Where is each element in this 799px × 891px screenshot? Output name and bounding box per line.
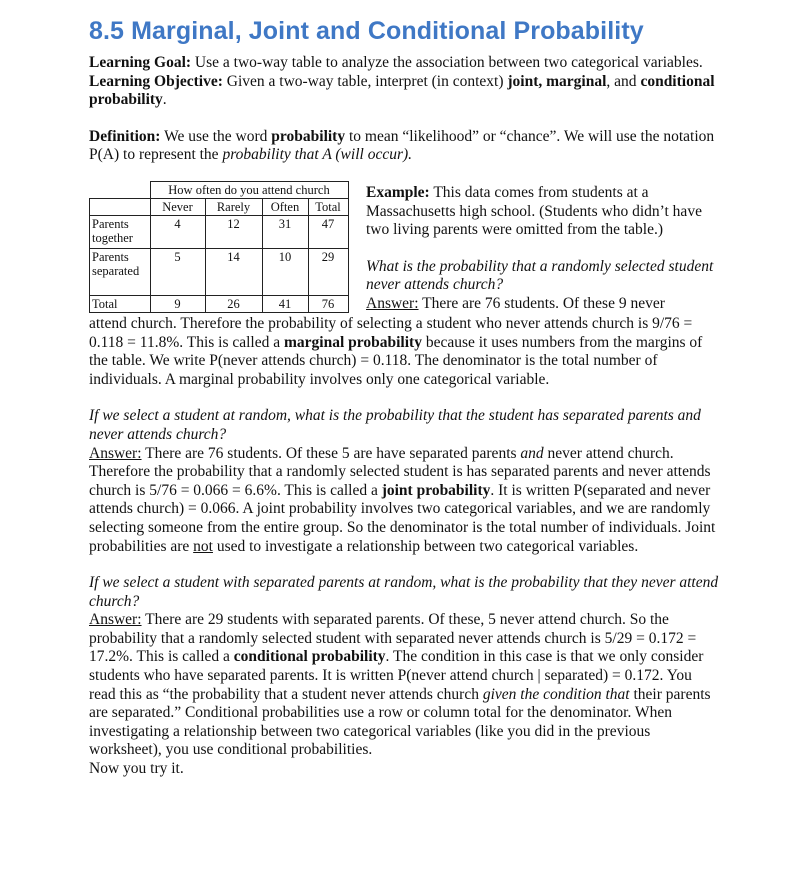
table-cell: 76: [308, 295, 348, 312]
example-text: Example: This data comes from students at a Massachusetts high school. (Students who didn’t have two living parents were omitted from the table.) What is the probability that a randomly selected student never attends church? Answer: There are 76 students. Of these 9 never: [366, 184, 722, 314]
column-header: Total: [308, 198, 348, 215]
column-header: Rarely: [205, 198, 262, 215]
table-cell: 26: [205, 295, 262, 312]
closing-line: Now you try it.: [89, 760, 184, 778]
table-cell: 12: [205, 215, 262, 248]
joint-answer: Answer: There are 76 students. Of these 5 are have separated parents and never attend church. Therefore the probability that a randomly selected student is has separated parents and never attends church is 5/76 = 0.066 = 6.6%. This is called a joint probability. It is written P(separated and never attends church) = 0.066. A joint probability involves two categorical variables, and we are randomly selecting someone from the entire group. So the denominator is the total number of individuals. Joint probabilities are not used to investigate a relationship between two categorical variables.: [89, 444, 716, 555]
table-cell: 14: [205, 248, 262, 295]
table-cell: 4: [150, 215, 205, 248]
row-label: Parents together: [90, 215, 151, 248]
marginal-explanation: attend church. Therefore the probability of selecting a student who never attends church is 9/76 = 0.118 = 11.8%. This is called a marginal probability because it uses numbers from the margins of the table. We write P(never attends church) = 0.118. The denominator is the total number of individuals. A marginal probability involves only one categorical variable.: [89, 314, 703, 388]
definition: Definition: We use the word probability to mean “likelihood” or “chance”. We will use the notation P(A) to represent the probability that A (will occur).: [89, 127, 715, 164]
table-row: [90, 295, 349, 312]
conditional-answer: Answer: There are 29 students with separated parents. Of these, 5 never attend church. So the probability that a randomly selected student with separated never attends church is 5/29 = 0.172 = 17.2%. This is called a conditional probability. The condition in this case is that we only consider students who have separated parents. It is written P(never attend church | separated) = 0.172. You read this as “the probability that a student never attends church given the condition that their parents are separated.” Conditional probabilities use a row or column total for the denominator. When investigating a relationship between two categorical variables (like you did in the previous worksheet), you use conditional probabilities.: [89, 611, 711, 759]
example-answer-start: Answer: There are 76 students. Of these 9 never: [366, 294, 665, 312]
table-cell: 9: [150, 295, 205, 312]
conditional-question: If we select a student with separated parents at random, what is the probability that they never attend church?: [89, 574, 719, 610]
worksheet-page: [89, 14, 719, 779]
example-section: [89, 181, 719, 315]
table-cell: 29: [308, 248, 348, 295]
table-cell: 41: [262, 295, 308, 312]
table-column-header-row: [90, 198, 349, 215]
learning-goal: Learning Goal: Use a two-way table to analyze the association between two categorical variables.: [89, 54, 703, 71]
table-cell: 5: [150, 248, 205, 295]
table-row: [90, 215, 349, 248]
row-label: Parents separated: [90, 248, 151, 295]
table-cell: 10: [262, 248, 308, 295]
column-header: Never: [150, 198, 205, 215]
table-header: How often do you attend church: [150, 181, 348, 198]
learning-objective: Learning Objective: Given a two-way table, interpret (in context) joint, marginal, and conditional probability.: [89, 72, 715, 109]
row-label: Total: [90, 295, 151, 312]
table-cell: 47: [308, 215, 348, 248]
two-way-table: [89, 181, 349, 313]
page-title: 8.5 Marginal, Joint and Conditional Probability: [89, 17, 644, 45]
column-header: Often: [262, 198, 308, 215]
example-question: What is the probability that a randomly selected student never attends church?: [366, 257, 714, 294]
table-cell: 31: [262, 215, 308, 248]
table-row: [90, 248, 349, 295]
joint-question: If we select a student at random, what is the probability that the student has separated parents and never attends church?: [89, 407, 701, 443]
